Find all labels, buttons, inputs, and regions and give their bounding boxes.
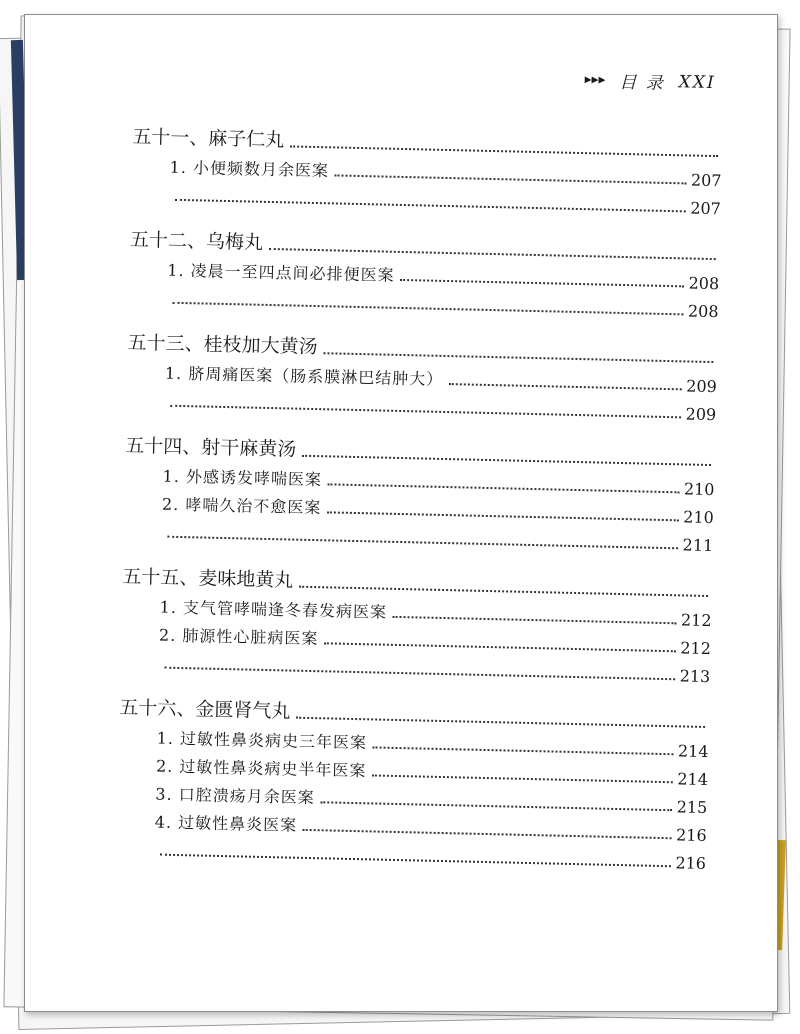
dot-leader xyxy=(170,405,681,419)
toc-page-number: 207 xyxy=(690,170,722,191)
header-page-number: XXI xyxy=(678,71,716,93)
dot-leader xyxy=(449,383,682,390)
toc-page-number: 210 xyxy=(683,479,715,500)
toc-label: 五十五、麦味地黄丸 xyxy=(122,565,294,592)
toc-label: 五十二、乌梅丸 xyxy=(129,228,264,254)
dot-leader xyxy=(164,667,675,681)
dot-leader xyxy=(167,536,678,550)
toc-page-number: 212 xyxy=(680,610,712,631)
toc-page-number: 214 xyxy=(677,741,709,762)
toc-page-number: 208 xyxy=(687,301,719,322)
header-arrow-icon: ▶▶▶ xyxy=(584,74,606,86)
toc-label: 1. 小便频数月余医案 xyxy=(169,157,330,181)
toc-label: 1. 支气管哮喘逢冬春发病医案 xyxy=(159,597,388,622)
toc-page-number: 210 xyxy=(683,507,715,528)
toc-page-number: 215 xyxy=(676,797,708,818)
toc-page-number: 209 xyxy=(686,376,718,397)
dot-leader xyxy=(173,302,684,316)
toc-label: 2. 哮喘久治不愈医案 xyxy=(161,494,322,518)
toc-label: 4. 过敏性鼻炎医案 xyxy=(154,812,298,835)
toc-label: 2. 过敏性鼻炎病史半年医案 xyxy=(155,756,367,781)
toc-label: 2. 肺源性心脏病医案 xyxy=(158,625,319,649)
header-title: 目 录 xyxy=(619,72,665,94)
table-of-contents xyxy=(116,121,723,873)
toc-label: 五十六、金匮肾气丸 xyxy=(119,696,291,723)
toc-page-number: 212 xyxy=(680,638,712,659)
toc-label: 1. 凌晨一至四点间必排便医案 xyxy=(167,260,395,285)
toc-page-number: 211 xyxy=(682,535,714,556)
toc-page-number: 214 xyxy=(677,769,709,790)
toc-page-number: 207 xyxy=(690,198,722,219)
running-header xyxy=(584,67,716,95)
book-page xyxy=(24,14,778,1012)
toc-page-number: 216 xyxy=(675,825,707,846)
toc-label: 五十三、桂枝加大黄汤 xyxy=(127,331,318,359)
toc-label: 1. 过敏性鼻炎病史三年医案 xyxy=(156,728,368,753)
dot-leader xyxy=(160,854,671,868)
toc-label: 五十一、麻子仁丸 xyxy=(132,125,285,152)
toc-page-number: 213 xyxy=(679,666,711,687)
toc-label: 3. 口腔溃疡月余医案 xyxy=(155,784,315,808)
toc-label: 1. 脐周痛医案（肠系膜淋巴结肿大） xyxy=(164,363,444,389)
toc-label: 五十四、射干麻黄汤 xyxy=(125,434,297,461)
toc-page-number: 216 xyxy=(675,853,707,874)
dot-leader xyxy=(175,199,686,213)
page-content xyxy=(24,14,778,1012)
toc-page-number: 209 xyxy=(685,404,717,425)
toc-page-number: 208 xyxy=(688,273,720,294)
toc-label: 1. 外感诱发哮喘医案 xyxy=(162,466,323,490)
